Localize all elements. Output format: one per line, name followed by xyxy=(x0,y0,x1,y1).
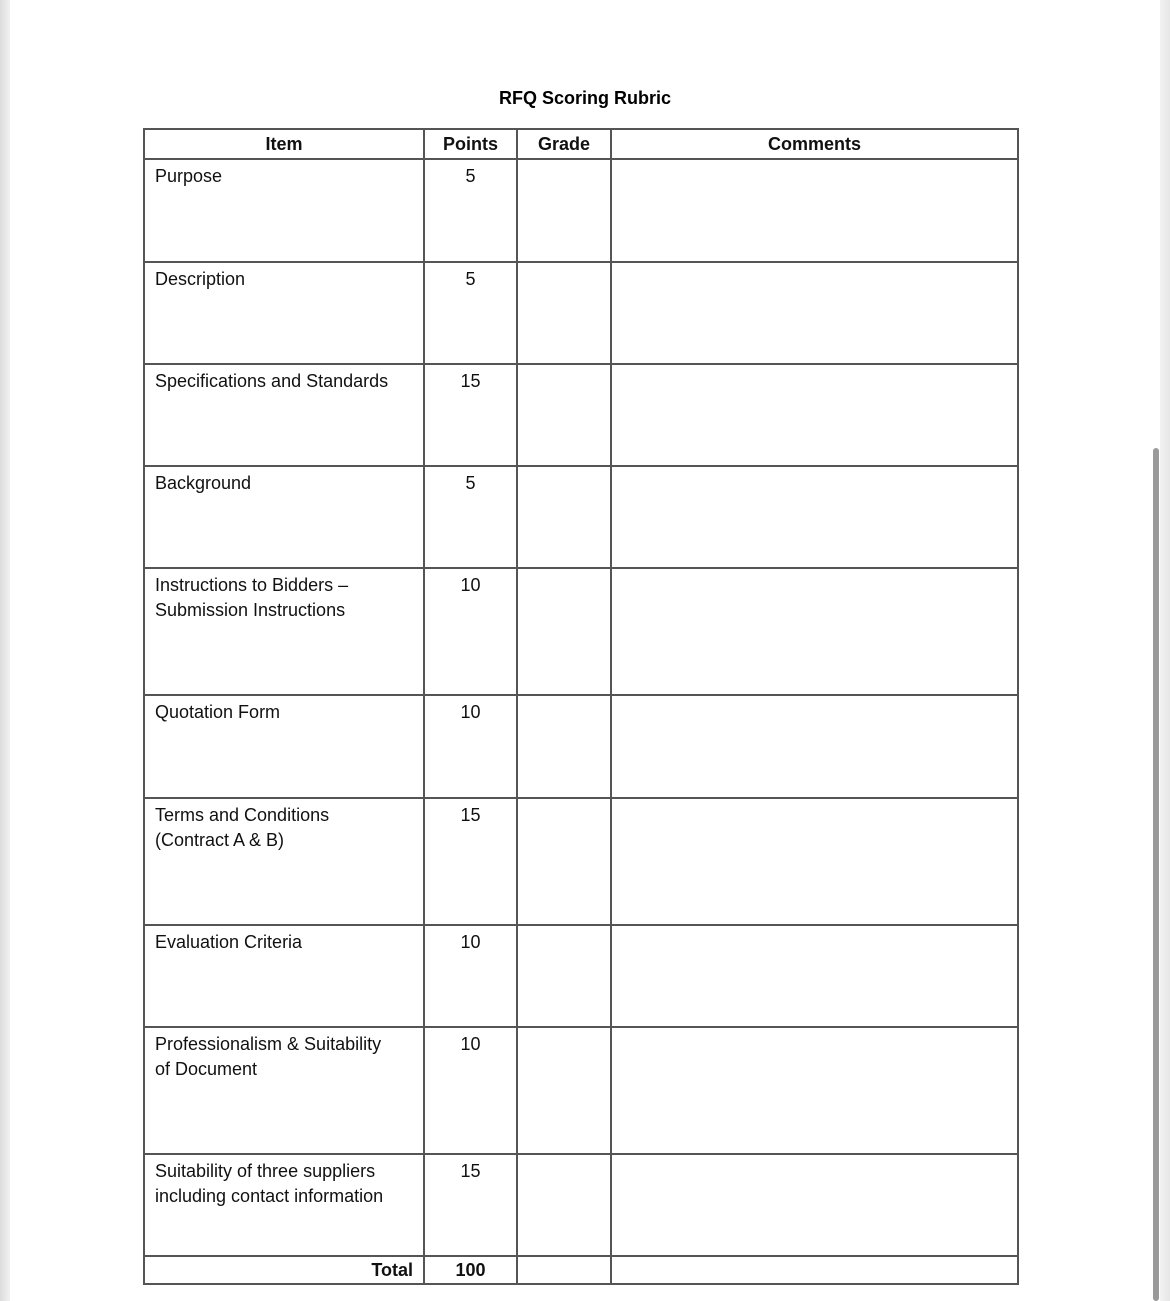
table-row xyxy=(144,1154,1018,1256)
comments-cell[interactable] xyxy=(611,466,1018,568)
comments-cell[interactable] xyxy=(611,798,1018,925)
vertical-scrollbar[interactable] xyxy=(1153,448,1159,1301)
table-row xyxy=(144,159,1018,262)
item-cell: Specifications and Standards xyxy=(144,364,424,466)
item-line: Submission Instructions xyxy=(155,600,346,620)
grade-cell[interactable] xyxy=(517,925,611,1027)
grade-cell[interactable] xyxy=(517,466,611,568)
grade-cell[interactable] xyxy=(517,695,611,798)
total-comments-cell[interactable] xyxy=(611,1256,1018,1284)
comments-cell[interactable] xyxy=(611,159,1018,262)
item-line: of Document xyxy=(155,1059,258,1079)
header-points: Points xyxy=(424,129,517,159)
points-cell: 15 xyxy=(424,364,517,466)
grade-cell[interactable] xyxy=(517,568,611,695)
grade-cell[interactable] xyxy=(517,159,611,262)
total-grade-cell[interactable] xyxy=(517,1256,611,1284)
grade-cell[interactable] xyxy=(517,798,611,925)
item-cell: Background xyxy=(144,466,424,568)
points-cell: 10 xyxy=(424,925,517,1027)
points-cell: 10 xyxy=(424,1027,517,1154)
table-row xyxy=(144,695,1018,798)
grade-cell[interactable] xyxy=(517,262,611,364)
points-cell: 5 xyxy=(424,466,517,568)
points-cell: 10 xyxy=(424,695,517,798)
points-cell: 10 xyxy=(424,568,517,695)
grade-cell[interactable] xyxy=(517,1027,611,1154)
comments-cell[interactable] xyxy=(611,1027,1018,1154)
header-grade: Grade xyxy=(517,129,611,159)
item-cell xyxy=(144,798,424,925)
item-cell: Evaluation Criteria xyxy=(144,925,424,1027)
item-line: Terms and Conditions xyxy=(155,805,330,825)
total-row xyxy=(144,1256,1018,1284)
table-row xyxy=(144,364,1018,466)
item-line: Instructions to Bidders – xyxy=(155,575,349,595)
item-line: including contact information xyxy=(155,1186,384,1206)
points-cell: 5 xyxy=(424,262,517,364)
table-row xyxy=(144,1027,1018,1154)
item-cell: Quotation Form xyxy=(144,695,424,798)
item-cell xyxy=(144,1154,424,1256)
comments-cell[interactable] xyxy=(611,364,1018,466)
scoring-rubric-table xyxy=(143,128,1019,1285)
item-cell xyxy=(144,568,424,695)
comments-cell[interactable] xyxy=(611,925,1018,1027)
total-points: 100 xyxy=(424,1256,517,1284)
item-cell: Description xyxy=(144,262,424,364)
table-header-row xyxy=(144,129,1018,159)
item-cell xyxy=(144,1027,424,1154)
item-line: (Contract A & B) xyxy=(155,830,285,850)
header-item: Item xyxy=(144,129,424,159)
comments-cell[interactable] xyxy=(611,1154,1018,1256)
table-row xyxy=(144,925,1018,1027)
table-row xyxy=(144,798,1018,925)
total-label: Total xyxy=(144,1256,424,1284)
item-cell: Purpose xyxy=(144,159,424,262)
grade-cell[interactable] xyxy=(517,1154,611,1256)
points-cell: 5 xyxy=(424,159,517,262)
points-cell: 15 xyxy=(424,1154,517,1256)
table-row xyxy=(144,568,1018,695)
item-line: Professionalism & Suitability xyxy=(155,1034,382,1054)
item-line: Suitability of three suppliers xyxy=(155,1161,376,1181)
comments-cell[interactable] xyxy=(611,695,1018,798)
table-row xyxy=(144,466,1018,568)
grade-cell[interactable] xyxy=(517,364,611,466)
table-row xyxy=(144,262,1018,364)
header-comments: Comments xyxy=(611,129,1018,159)
comments-cell[interactable] xyxy=(611,262,1018,364)
comments-cell[interactable] xyxy=(611,568,1018,695)
page-title: RFQ Scoring Rubric xyxy=(498,88,671,108)
points-cell: 15 xyxy=(424,798,517,925)
